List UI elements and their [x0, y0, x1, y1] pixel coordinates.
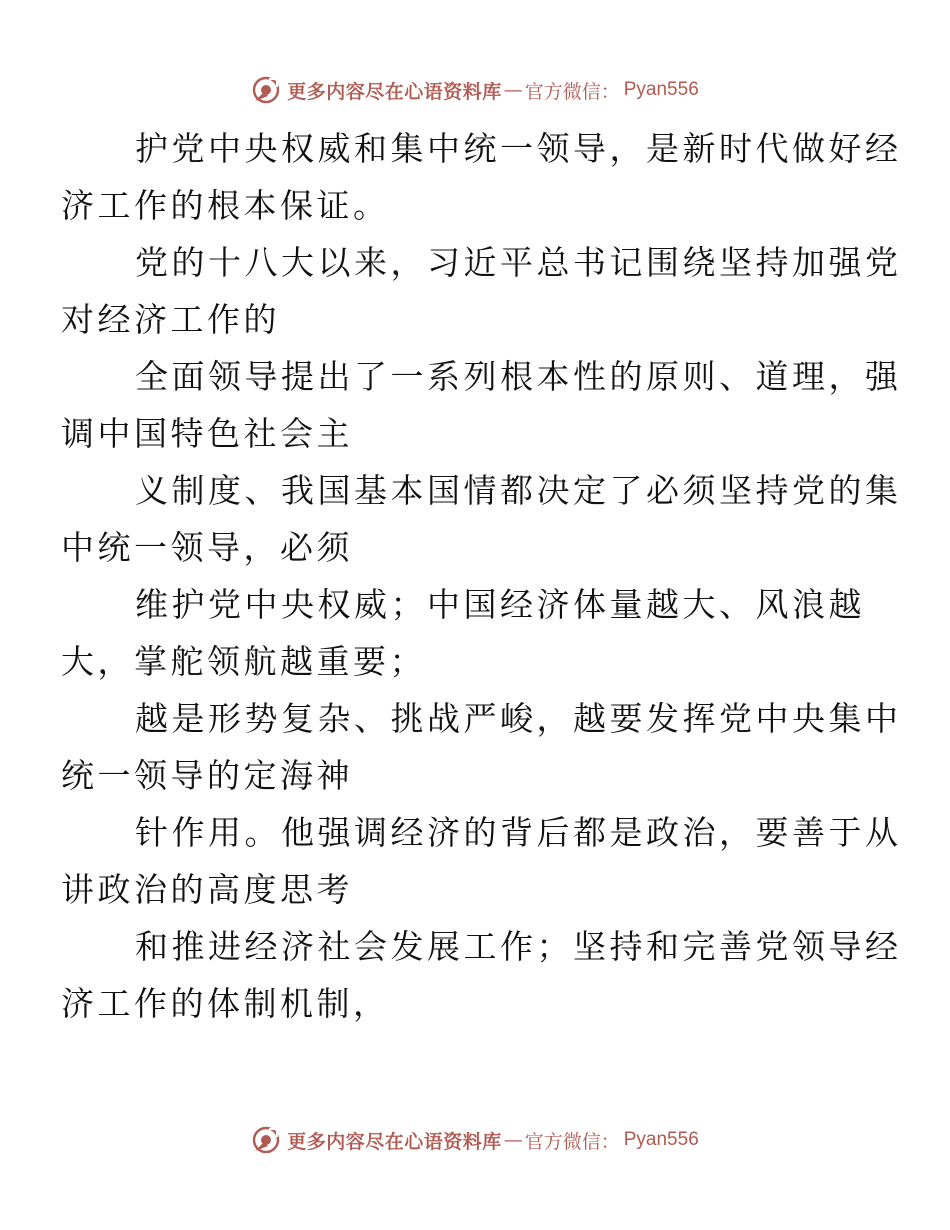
- footer-watermark: [0, 1122, 950, 1158]
- pen-nib-logo-icon: [251, 1125, 281, 1155]
- paragraph: [61, 918, 902, 1032]
- paragraph-line: 对经济工作的: [61, 300, 280, 339]
- watermark-text: 更多内容尽在心语资料库: [287, 80, 502, 103]
- paragraph-line: 和推进经济社会发展工作；坚持和完善党领导经: [135, 927, 902, 966]
- paragraph-line: 越是形势复杂、挑战严峻，越要发挥党中央集中: [135, 699, 902, 738]
- pen-nib-logo-icon: [251, 75, 281, 105]
- watermark-wechat-id: Pyan556: [623, 1129, 699, 1150]
- paragraph-line: 济工作的根本保证。: [61, 186, 390, 225]
- paragraph: [61, 234, 902, 348]
- paragraph-line: 党的十八大以来，习近平总书记围绕坚持加强党: [135, 243, 902, 282]
- paragraph-line: 全面领导提出了一系列根本性的原则、道理，强: [135, 357, 902, 396]
- paragraph-line: 中统一领导，必须: [61, 528, 353, 567]
- header-watermark: [0, 72, 950, 108]
- watermark-text: 更多内容尽在心语资料库: [287, 1130, 502, 1153]
- paragraph: [61, 576, 865, 690]
- paragraph-line: 大，掌舵领航越重要；: [61, 642, 426, 681]
- watermark-separator: —: [503, 1129, 523, 1151]
- watermark-separator: —: [503, 79, 523, 101]
- watermark-wechat-id: Pyan556: [623, 79, 699, 100]
- paragraph-line: 义制度、我国基本国情都决定了必须坚持党的集: [135, 471, 902, 510]
- paragraph-line: 调中国特色社会主: [61, 414, 353, 453]
- paragraph: [61, 690, 902, 804]
- paragraph: [61, 120, 902, 234]
- paragraph-line: 维护党中央权威；中国经济体量越大、风浪越: [135, 585, 865, 624]
- paragraph-line: 针作用。他强调经济的背后都是政治，要善于从: [135, 813, 902, 852]
- paragraph: [61, 804, 902, 918]
- paragraph-line: 统一领导的定海神: [61, 756, 353, 795]
- paragraph-line: 讲政治的高度思考: [61, 870, 353, 909]
- paragraph: [61, 348, 902, 462]
- watermark-wechat-label: 官方微信：: [524, 80, 620, 103]
- paragraph: [61, 462, 902, 576]
- watermark-wechat-label: 官方微信：: [524, 1130, 620, 1153]
- paragraph-line: 护党中央权威和集中统一领导，是新时代做好经: [135, 129, 902, 168]
- paragraph-line: 济工作的体制机制，: [61, 984, 390, 1023]
- document-body: [61, 120, 902, 1032]
